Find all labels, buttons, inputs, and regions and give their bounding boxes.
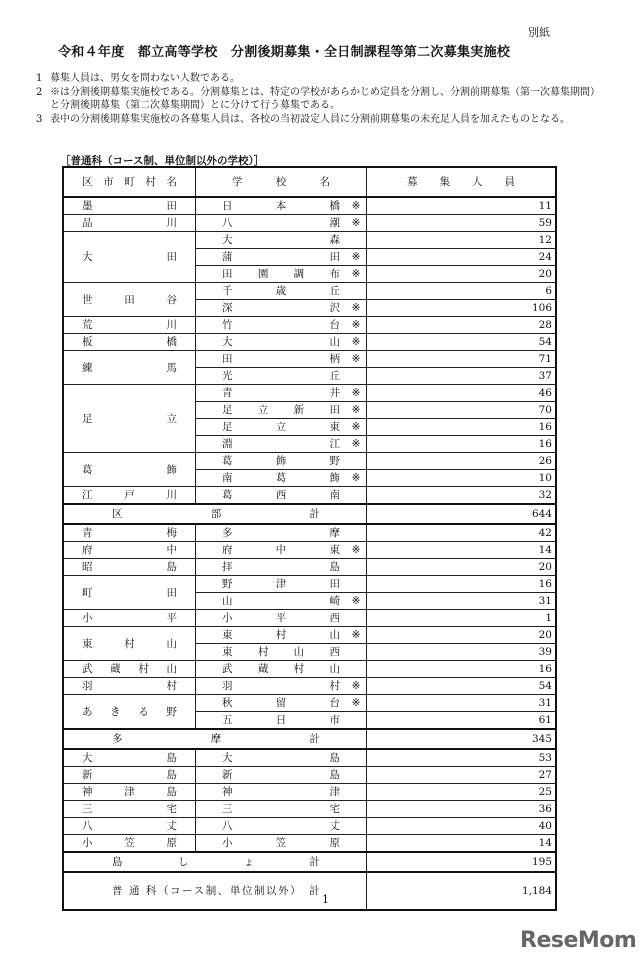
grand-total-row bbox=[63, 872, 556, 910]
split-mark bbox=[346, 524, 367, 542]
split-mark: ※ bbox=[346, 402, 367, 419]
table-row bbox=[63, 695, 556, 712]
school-name: 拝島 bbox=[196, 559, 347, 576]
note-number: 1 bbox=[36, 73, 43, 84]
split-mark: ※ bbox=[346, 593, 367, 610]
school-name: 淵江 bbox=[196, 436, 347, 453]
subtotal-label: 島しょ計 bbox=[63, 852, 367, 872]
annex-label: 別紙 bbox=[528, 26, 550, 39]
school-name: 小平西 bbox=[196, 610, 347, 627]
split-mark: ※ bbox=[346, 249, 367, 266]
school-name: 光丘 bbox=[196, 368, 347, 385]
table-row bbox=[63, 835, 556, 853]
table-row bbox=[63, 524, 556, 542]
quota-cell: 46 bbox=[367, 385, 557, 402]
quota-cell: 10 bbox=[367, 470, 557, 487]
split-mark bbox=[346, 559, 367, 576]
school-name: 田園調布 bbox=[196, 266, 347, 283]
table-row bbox=[63, 453, 556, 470]
subtotal-row bbox=[63, 729, 556, 749]
table-header-row bbox=[63, 167, 556, 197]
recruitment-table bbox=[62, 166, 557, 911]
school-name: 八潮 bbox=[196, 215, 347, 232]
table-row bbox=[63, 661, 556, 678]
school-name: 深沢 bbox=[196, 300, 347, 317]
quota-cell: 16 bbox=[367, 661, 557, 678]
school-name: 新島 bbox=[196, 767, 347, 784]
split-mark bbox=[346, 610, 367, 627]
quota-cell: 14 bbox=[367, 542, 557, 559]
municipality-cell: 板橋 bbox=[63, 334, 196, 351]
split-mark bbox=[346, 232, 367, 249]
school-name: 大森 bbox=[196, 232, 347, 249]
split-mark bbox=[346, 767, 367, 784]
municipality-cell: 世田谷 bbox=[63, 283, 196, 317]
school-name: 竹台 bbox=[196, 317, 347, 334]
split-mark: ※ bbox=[346, 470, 367, 487]
split-mark bbox=[346, 368, 367, 385]
school-name: 南葛飾 bbox=[196, 470, 347, 487]
table-row bbox=[63, 334, 556, 351]
split-mark bbox=[346, 784, 367, 801]
school-name: 大島 bbox=[196, 749, 347, 767]
quota-cell: 54 bbox=[367, 334, 557, 351]
municipality-cell: 府中 bbox=[63, 542, 196, 559]
municipality-cell: 羽村 bbox=[63, 678, 196, 695]
table-row bbox=[63, 627, 556, 644]
municipality-cell: 品川 bbox=[63, 215, 196, 232]
school-name: 多摩 bbox=[196, 524, 347, 542]
split-mark: ※ bbox=[346, 300, 367, 317]
quota-cell: 27 bbox=[367, 767, 557, 784]
split-mark bbox=[346, 283, 367, 300]
quota-cell: 16 bbox=[367, 576, 557, 593]
header-municipality: 区市町村名 bbox=[63, 167, 196, 197]
school-name: 葛西南 bbox=[196, 487, 347, 505]
quota-cell: 53 bbox=[367, 749, 557, 767]
quota-cell: 42 bbox=[367, 524, 557, 542]
table-row bbox=[63, 559, 556, 576]
school-name: 東村山 bbox=[196, 627, 347, 644]
resemom-logo: ReseMom bbox=[520, 928, 637, 953]
split-mark bbox=[346, 835, 367, 853]
quota-cell: 106 bbox=[367, 300, 557, 317]
split-mark: ※ bbox=[346, 385, 367, 402]
quota-cell: 14 bbox=[367, 835, 557, 853]
municipality-cell: 神津島 bbox=[63, 784, 196, 801]
split-mark: ※ bbox=[346, 627, 367, 644]
municipality-cell: 足立 bbox=[63, 385, 196, 453]
table-row bbox=[63, 351, 556, 368]
split-mark: ※ bbox=[346, 351, 367, 368]
split-mark: ※ bbox=[346, 695, 367, 712]
split-mark bbox=[346, 661, 367, 678]
split-mark: ※ bbox=[346, 266, 367, 283]
school-name: 東村山西 bbox=[196, 644, 347, 661]
subtotal-quota: 345 bbox=[367, 729, 557, 749]
subtotal-label: 多摩計 bbox=[63, 729, 367, 749]
municipality-cell: 葛飾 bbox=[63, 453, 196, 487]
split-mark bbox=[346, 712, 367, 730]
quota-cell: 28 bbox=[367, 317, 557, 334]
municipality-cell: あきる野 bbox=[63, 695, 196, 730]
quota-cell: 39 bbox=[367, 644, 557, 661]
split-mark bbox=[346, 453, 367, 470]
note-number: 2 bbox=[36, 86, 43, 98]
note-text: ※は分割後期募集実施校である。分割募集とは、特定の学校があらかじめ定員を分割し、分割前期募集（第一次募集期間）と分割後期募集（第二次募集期間）とに分けて行う募集である。 bbox=[50, 86, 600, 111]
page-title: 令和４年度 都立高等学校 分割後期募集・全日制課程等第二次募集実施校 bbox=[58, 45, 511, 60]
school-name: 三宅 bbox=[196, 801, 347, 818]
notes-list bbox=[36, 72, 606, 126]
page-number: 1 bbox=[322, 893, 329, 906]
school-name: 府中東 bbox=[196, 542, 347, 559]
table-row bbox=[63, 576, 556, 593]
grand-total-quota: 1,184 bbox=[367, 872, 557, 910]
subtotal-quota: 195 bbox=[367, 852, 557, 872]
table-row bbox=[63, 767, 556, 784]
quota-cell: 12 bbox=[367, 232, 557, 249]
quota-cell: 6 bbox=[367, 283, 557, 300]
quota-cell: 31 bbox=[367, 695, 557, 712]
quota-cell: 37 bbox=[367, 368, 557, 385]
table-row bbox=[63, 215, 556, 232]
subtotal-quota: 644 bbox=[367, 504, 557, 524]
split-mark bbox=[346, 576, 367, 593]
municipality-cell: 八丈 bbox=[63, 818, 196, 835]
quota-cell: 40 bbox=[367, 818, 557, 835]
split-mark: ※ bbox=[346, 334, 367, 351]
school-name: 日本橋 bbox=[196, 197, 347, 215]
subtotal-row bbox=[63, 504, 556, 524]
table-row bbox=[63, 801, 556, 818]
municipality-cell: 江戸川 bbox=[63, 487, 196, 505]
municipality-cell: 小笠原 bbox=[63, 835, 196, 853]
municipality-cell: 東村山 bbox=[63, 627, 196, 661]
school-name: 秋留台 bbox=[196, 695, 347, 712]
municipality-cell: 大田 bbox=[63, 232, 196, 283]
split-mark: ※ bbox=[346, 436, 367, 453]
table-row bbox=[63, 542, 556, 559]
school-name: 神津 bbox=[196, 784, 347, 801]
quota-cell: 25 bbox=[367, 784, 557, 801]
municipality-cell: 武蔵村山 bbox=[63, 661, 196, 678]
quota-cell: 24 bbox=[367, 249, 557, 266]
school-name: 千歳丘 bbox=[196, 283, 347, 300]
table-row bbox=[63, 317, 556, 334]
school-name: 五日市 bbox=[196, 712, 347, 730]
quota-cell: 11 bbox=[367, 197, 557, 215]
table-row bbox=[63, 283, 556, 300]
quota-cell: 1 bbox=[367, 610, 557, 627]
note-number: 3 bbox=[36, 113, 43, 125]
subtotal-row bbox=[63, 852, 556, 872]
school-name: 足立新田 bbox=[196, 402, 347, 419]
split-mark bbox=[346, 818, 367, 835]
school-name: 大山 bbox=[196, 334, 347, 351]
note-item bbox=[36, 72, 606, 86]
note-text: 表中の分割後期募集実施校の各募集人員は、各校の当初設定人員に分割前期募集の未充足人員を加えたものとなる。 bbox=[50, 113, 570, 125]
school-name: 八丈 bbox=[196, 818, 347, 835]
municipality-cell: 新島 bbox=[63, 767, 196, 784]
grand-total-label: 普 通 科（コース制、単位制以外） 計 bbox=[63, 872, 367, 910]
quota-cell: 59 bbox=[367, 215, 557, 232]
split-mark bbox=[346, 801, 367, 818]
table-row bbox=[63, 232, 556, 249]
municipality-cell: 昭島 bbox=[63, 559, 196, 576]
table-row bbox=[63, 818, 556, 835]
municipality-cell: 荒川 bbox=[63, 317, 196, 334]
school-name: 羽村 bbox=[196, 678, 347, 695]
municipality-cell: 練馬 bbox=[63, 351, 196, 385]
municipality-cell: 三宅 bbox=[63, 801, 196, 818]
municipality-cell: 大島 bbox=[63, 749, 196, 767]
split-mark: ※ bbox=[346, 197, 367, 215]
municipality-cell: 墨田 bbox=[63, 197, 196, 215]
quota-cell: 54 bbox=[367, 678, 557, 695]
school-name: 蒲田 bbox=[196, 249, 347, 266]
quota-cell: 16 bbox=[367, 436, 557, 453]
split-mark bbox=[346, 749, 367, 767]
municipality-cell: 小平 bbox=[63, 610, 196, 627]
split-mark: ※ bbox=[346, 317, 367, 334]
split-mark: ※ bbox=[346, 419, 367, 436]
school-name: 足立東 bbox=[196, 419, 347, 436]
school-name: 葛飾野 bbox=[196, 453, 347, 470]
school-name: 武蔵村山 bbox=[196, 661, 347, 678]
split-mark: ※ bbox=[346, 678, 367, 695]
note-item bbox=[36, 86, 606, 113]
school-name: 野津田 bbox=[196, 576, 347, 593]
table-row bbox=[63, 678, 556, 695]
school-name: 青井 bbox=[196, 385, 347, 402]
quota-cell: 20 bbox=[367, 627, 557, 644]
note-item bbox=[36, 113, 606, 127]
quota-cell: 71 bbox=[367, 351, 557, 368]
table-row bbox=[63, 749, 556, 767]
municipality-cell: 青梅 bbox=[63, 524, 196, 542]
school-name: 小笠原 bbox=[196, 835, 347, 853]
split-mark bbox=[346, 644, 367, 661]
quota-cell: 61 bbox=[367, 712, 557, 730]
subtotal-label: 区部計 bbox=[63, 504, 367, 524]
section-heading: ［普通科（コース制、単位制以外の学校）］ bbox=[60, 155, 265, 167]
quota-cell: 36 bbox=[367, 801, 557, 818]
municipality-cell: 町田 bbox=[63, 576, 196, 610]
table-row bbox=[63, 784, 556, 801]
quota-cell: 16 bbox=[367, 419, 557, 436]
table-row bbox=[63, 487, 556, 505]
header-school: 学校名 bbox=[196, 167, 367, 197]
table-row bbox=[63, 197, 556, 215]
split-mark bbox=[346, 487, 367, 505]
school-name: 田柄 bbox=[196, 351, 347, 368]
split-mark: ※ bbox=[346, 215, 367, 232]
quota-cell: 31 bbox=[367, 593, 557, 610]
school-name: 山崎 bbox=[196, 593, 347, 610]
quota-cell: 20 bbox=[367, 559, 557, 576]
quota-cell: 26 bbox=[367, 453, 557, 470]
table-row bbox=[63, 385, 556, 402]
note-text: 募集人員は、男女を問わない人数である。 bbox=[50, 73, 240, 84]
table-row bbox=[63, 610, 556, 627]
quota-cell: 32 bbox=[367, 487, 557, 505]
quota-cell: 70 bbox=[367, 402, 557, 419]
header-quota: 募集人員 bbox=[367, 167, 557, 197]
quota-cell: 20 bbox=[367, 266, 557, 283]
split-mark: ※ bbox=[346, 542, 367, 559]
